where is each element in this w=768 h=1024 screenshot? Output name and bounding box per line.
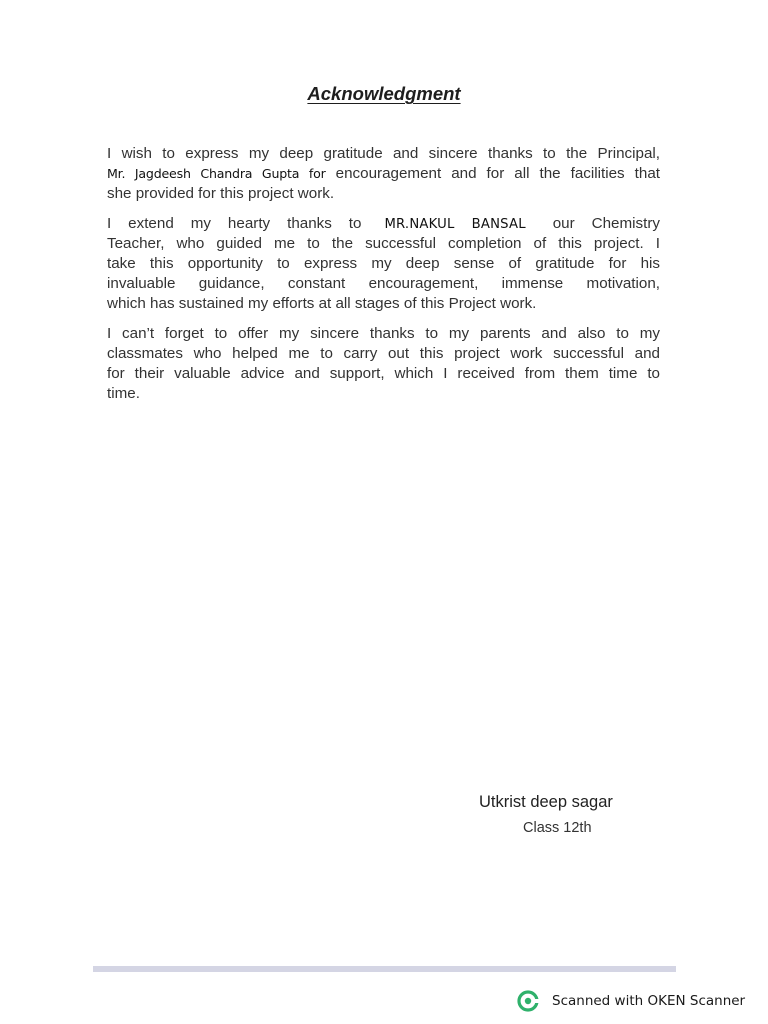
scanner-logo-icon bbox=[517, 990, 539, 1012]
scanner-watermark bbox=[517, 990, 745, 1012]
text-line: take this opportunity to express my deep sense of gratitude for his bbox=[107, 255, 660, 272]
text-line: she provided for this project work. bbox=[107, 185, 335, 202]
paragraph-teacher bbox=[107, 214, 660, 314]
text-line: time. bbox=[107, 385, 140, 402]
signature-class: Class 12th bbox=[523, 820, 592, 836]
paragraph-parents bbox=[107, 324, 660, 404]
text-line: Teacher, who guided me to the successful completion of this project. I bbox=[107, 235, 660, 252]
signature-name: Utkrist deep sagar bbox=[479, 793, 613, 811]
text-line: which has sustained my efforts at all stages of this Project work. bbox=[107, 295, 537, 312]
acknowledgment-body bbox=[107, 144, 660, 414]
bottom-divider bbox=[93, 966, 676, 972]
text-line bbox=[107, 214, 660, 234]
text-segment: our Chemistry bbox=[552, 215, 660, 232]
text-line: invaluable guidance, constant encouragement, immense motivation, bbox=[107, 275, 660, 292]
text-segment: encouragement and for all the facilities that bbox=[325, 165, 660, 182]
page-title: Acknowledgment bbox=[307, 83, 461, 104]
scanner-label: Scanned with OKEN Scanner bbox=[552, 993, 746, 1009]
principal-name: Mr. Jagdeesh Chandra Gupta for bbox=[107, 166, 326, 181]
paragraph-principal bbox=[107, 144, 660, 204]
text-segment: I extend my hearty thanks to bbox=[107, 215, 362, 232]
text-line: I can’t forget to offer my sincere thanks to my parents and also to my bbox=[107, 325, 660, 342]
teacher-name: MR.NAKUL BANSAL bbox=[384, 217, 526, 232]
text-line bbox=[107, 164, 660, 184]
text-line: I wish to express my deep gratitude and sincere thanks to the Principal, bbox=[107, 145, 660, 162]
text-line: classmates who helped me to carry out this project work successful and bbox=[107, 345, 660, 362]
text-line: for their valuable advice and support, which I received from them time to bbox=[107, 365, 660, 382]
